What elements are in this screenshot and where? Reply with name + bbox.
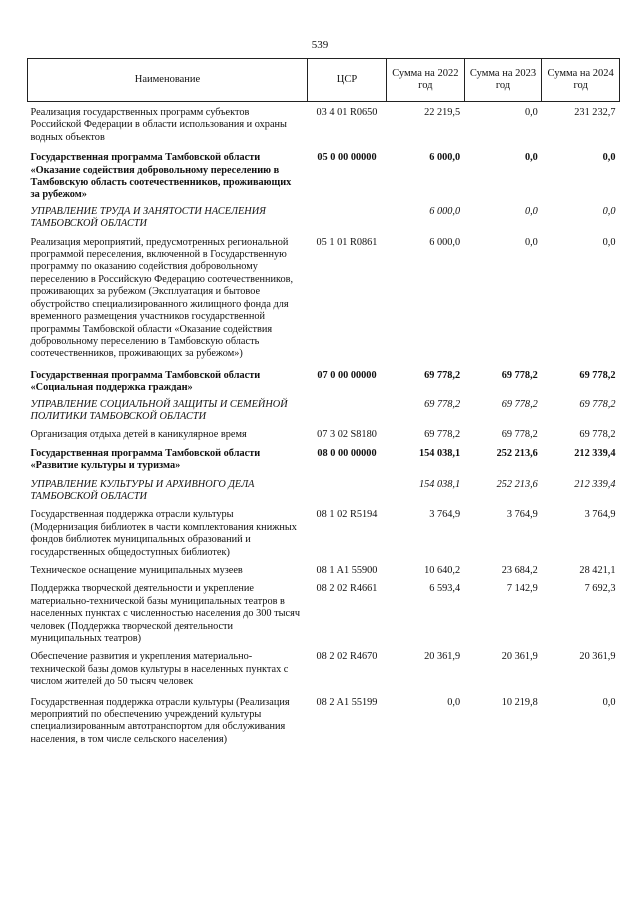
table-row (28, 563, 620, 581)
row-csr (308, 399, 387, 428)
row-sum-2023: 0,0 (524, 205, 538, 217)
row-name: Государственная поддержка отрасли культуры (Модернизация библиотек в части комплектования книжных фондов библиотек муниципальных образований и государственных общедоступных библиотек) (30, 509, 297, 558)
table-row (28, 693, 620, 751)
row-sum-2023: 252 213,6 (496, 447, 538, 459)
row-sum-2023: 0,0 (524, 236, 538, 248)
row-name: Обеспечение развития и укрепления материально-технической базы домов культуры в населенных пунктах с числом жителей до 50 тысяч человек (30, 651, 289, 688)
table-row (28, 507, 620, 563)
row-name: Техническое оснащение муниципальных музеев (30, 565, 243, 576)
row-sum-2022: 69 778,2 (424, 369, 461, 381)
row-csr: 08 2 02 R4661 (316, 583, 378, 595)
row-name: УПРАВЛЕНИЕ СОЦИАЛЬНОЙ ЗАЩИТЫ И СЕМЕЙНОЙ ПОЛИТИКИ ТАМБОВСКОЙ ОБЛАСТИ (30, 398, 288, 422)
row-name: УПРАВЛЕНИЕ КУЛЬТУРЫ И АРХИВНОГО ДЕЛА ТАМБОВСКОЙ ОБЛАСТИ (30, 478, 255, 502)
row-sum-2023: 20 361,9 (501, 651, 538, 663)
row-sum-2023: 0,0 (524, 107, 538, 118)
header-sum-2022: Сумма на 2022 год (387, 59, 465, 102)
row-sum-2023: 69 778,2 (501, 369, 538, 381)
table-row (28, 102, 620, 149)
row-csr: 08 0 00 00000 (317, 447, 377, 459)
row-csr: 07 3 02 S8180 (317, 429, 377, 441)
row-sum-2022: 154 038,1 (418, 447, 461, 459)
row-sum-2022: 20 361,9 (424, 651, 461, 663)
row-sum-2023: 0,0 (524, 152, 538, 164)
row-sum-2022: 0,0 (447, 696, 461, 708)
row-sum-2022: 3 764,9 (429, 509, 461, 521)
row-name: Государственная программа Тамбовской области «Социальная поддержка граждан» (30, 369, 261, 394)
table-row (28, 477, 620, 508)
row-sum-2024: 7 692,3 (584, 583, 616, 595)
row-csr: 05 1 01 R0861 (316, 236, 378, 248)
page-number: 539 (311, 39, 329, 51)
row-sum-2022: 6 000,0 (429, 236, 461, 248)
row-name: Реализация мероприятий, предусмотренных региональной программой переселения, включенной в Государственную программу по оказанию содействия добровольному переселению в Российскую Федерацию соотечественников, проживающих за рубежом (Эксплуатация и бытовое обустройство специализированного жилищного фонда для временного размещения участников государственной программы Тамбовской области «Оказание содействия добровольному переселению в Тамбовскую область соотечественников, проживающих за рубежом») (30, 236, 294, 360)
row-sum-2023: 69 778,2 (501, 398, 538, 410)
row-sum-2024: 69 778,2 (579, 398, 616, 410)
row-sum-2022: 6 593,4 (429, 583, 461, 595)
table-row (28, 365, 620, 399)
table-row (28, 649, 620, 692)
row-csr: 07 0 00 00000 (317, 369, 377, 381)
row-sum-2022: 6 000,0 (429, 152, 461, 164)
header-sum-2024: Сумма на 2024 год (542, 59, 620, 102)
row-sum-2024: 3 764,9 (584, 509, 616, 521)
table-row (28, 427, 620, 445)
row-csr: 08 1 A1 55900 (316, 565, 378, 576)
row-sum-2022: 10 640,2 (424, 565, 461, 576)
table-row (28, 235, 620, 365)
row-csr (308, 477, 387, 508)
row-sum-2024: 20 361,9 (579, 651, 616, 663)
row-sum-2024: 212 339,4 (574, 447, 616, 459)
row-sum-2024: 0,0 (602, 696, 616, 708)
row-name: УПРАВЛЕНИЕ ТРУДА И ЗАНЯТОСТИ НАСЕЛЕНИЯ ТАМБОВСКОЙ ОБЛАСТИ (30, 205, 266, 230)
row-sum-2024: 0,0 (602, 236, 616, 248)
budget-table (27, 58, 620, 750)
table-row (28, 399, 620, 428)
table-row (28, 206, 620, 235)
table-body (28, 102, 620, 751)
row-sum-2024: 231 232,7 (574, 107, 616, 118)
row-csr: 08 2 02 R4670 (316, 651, 378, 663)
row-name: Реализация государственных программ субъектов Российской Федерации в области использования и охраны водных объектов (30, 107, 287, 143)
table-row (28, 446, 620, 477)
row-sum-2024: 212 339,4 (574, 478, 616, 490)
row-name: Государственная программа Тамбовской области «Развитие культуры и туризма» (30, 447, 261, 472)
row-sum-2023: 252 213,6 (496, 478, 538, 490)
row-sum-2022: 69 778,2 (424, 429, 461, 441)
table-row (28, 148, 620, 206)
row-sum-2023: 3 764,9 (506, 509, 538, 521)
row-csr: 05 0 00 00000 (317, 152, 377, 164)
row-sum-2024: 0,0 (602, 205, 616, 217)
row-sum-2022: 6 000,0 (429, 205, 461, 217)
row-sum-2024: 0,0 (602, 152, 616, 164)
row-name: Поддержка творческой деятельности и укрепление материально-технической базы муниципальных театров в населенных пунктах с численностью населения до 300 тысяч человек (Поддержка творческой деятельности муниципальных театров) (30, 583, 301, 645)
row-sum-2023: 69 778,2 (501, 429, 538, 441)
header-sum-2023: Сумма на 2023 год (464, 59, 542, 102)
row-sum-2024: 69 778,2 (579, 429, 616, 441)
row-sum-2022: 154 038,1 (418, 478, 461, 490)
row-sum-2023: 7 142,9 (506, 583, 538, 595)
row-csr: 08 1 02 R5194 (316, 509, 378, 521)
row-csr (308, 206, 387, 235)
row-sum-2023: 10 219,8 (501, 696, 538, 708)
table-row (28, 581, 620, 649)
row-name: Государственная поддержка отрасли культуры (Реализация мероприятий по обеспечению учреждений культуры специализированным автотранспортом для обслуживания населения, в том числе сельского населения) (30, 696, 290, 745)
header-name: Наименование (28, 59, 308, 102)
row-sum-2023: 23 684,2 (501, 565, 538, 576)
row-sum-2022: 69 778,2 (424, 398, 461, 410)
header-csr: ЦСР (308, 59, 387, 102)
row-name: Организация отдыха детей в каникулярное время (30, 429, 247, 441)
row-sum-2024: 28 421,1 (579, 565, 616, 576)
row-csr: 08 2 A1 55199 (316, 696, 378, 708)
row-name: Государственная программа Тамбовской области «Оказание содействия добровольному переселению в Тамбовскую область соотечественников, проживающих за рубежом» (30, 152, 292, 201)
row-csr: 03 4 01 R0650 (316, 107, 378, 118)
table-header (28, 59, 620, 102)
row-sum-2024: 69 778,2 (579, 369, 616, 381)
row-sum-2022: 22 219,5 (424, 107, 461, 118)
